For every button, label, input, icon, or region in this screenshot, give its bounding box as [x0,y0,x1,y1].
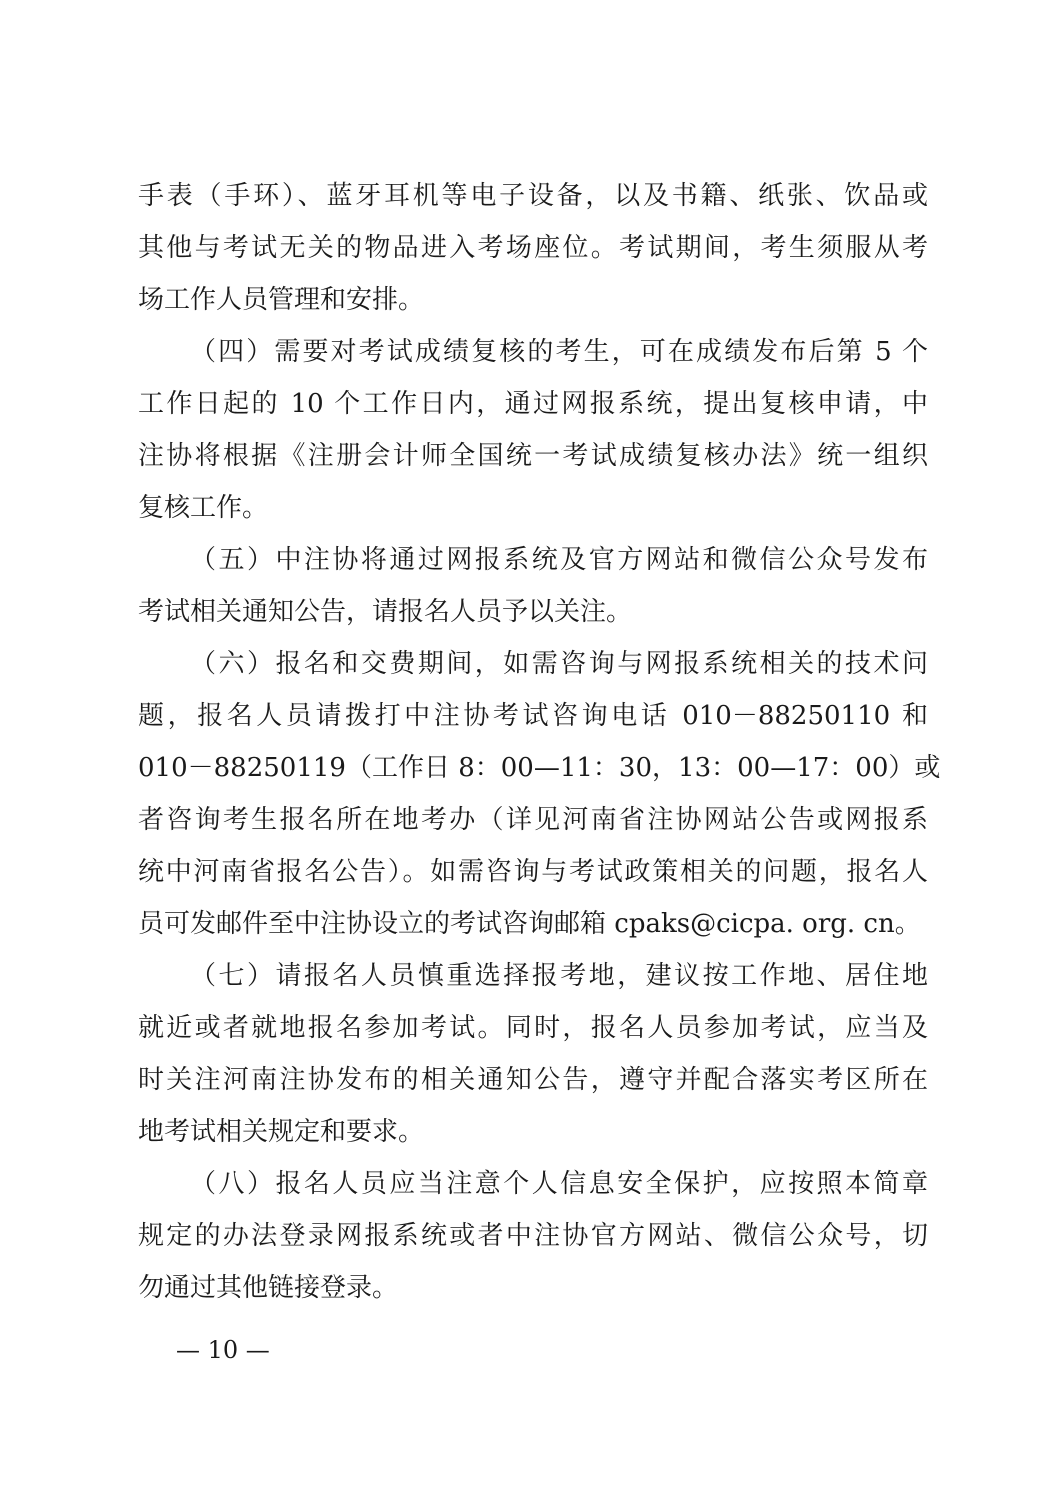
text-line: 复核工作。 [138,493,269,523]
text-line: 场工作人员管理和安排。 [138,285,425,315]
body-text [138,170,941,1314]
text-line: 规定的办法登录网报系统或者中注协官方网站、微信公众号，切 [138,1221,928,1251]
text-line: 其他与考试无关的物品进入考场座位。考试期间，考生须服从考 [138,233,928,263]
paragraph-five-heading-line: （五）中注协将通过网报系统及官方网站和微信公众号发布 [190,545,928,575]
text-line: 时关注河南注协发布的相关通知公告，遵守并配合落实考区所在 [138,1065,928,1095]
text-line: 手表（手环）、蓝牙耳机等电子设备，以及书籍、纸张、饮品或 [138,181,928,211]
text-line: 者咨询考生报名所在地考办（详见河南省注协网站公告或网报系 [138,805,928,835]
text-line: 统中河南省报名公告）。如需咨询与考试政策相关的问题，报名人 [138,857,928,887]
text-line: 010－88250119（工作日 8：00—11：30，13：00—17：00）或 [138,753,941,783]
text-line: 就近或者就地报名参加考试。同时，报名人员参加考试，应当及 [138,1013,928,1043]
text-line: 勿通过其他链接登录。 [138,1273,399,1303]
text-line: 注协将根据《注册会计师全国统一考试成绩复核办法》统一组织 [138,441,928,471]
text-line: 地考试相关规定和要求。 [138,1117,425,1147]
text-line: 题，报名人员请拨打中注协考试咨询电话 010－88250110 和 [138,701,928,731]
paragraph-eight-heading-line: （八）报名人员应当注意个人信息安全保护，应按照本简章 [190,1169,928,1199]
paragraph-six-heading-line: （六）报名和交费期间，如需咨询与网报系统相关的技术问 [190,649,928,679]
paragraph-seven-heading-line: （七）请报名人员慎重选择报考地，建议按工作地、居住地 [190,961,928,991]
paragraph-four-heading-line: （四）需要对考试成绩复核的考生，可在成绩发布后第 5 个 [190,337,928,367]
text-line: 考试相关通知公告，请报名人员予以关注。 [138,597,633,627]
page-number: — 10 — [176,1336,270,1364]
text-line: 员可发邮件至中注协设立的考试咨询邮箱 cpaks@cicpa. org. cn。 [138,909,921,939]
text-line: 工作日起的 10 个工作日内，通过网报系统，提出复核申请，中 [138,389,928,419]
